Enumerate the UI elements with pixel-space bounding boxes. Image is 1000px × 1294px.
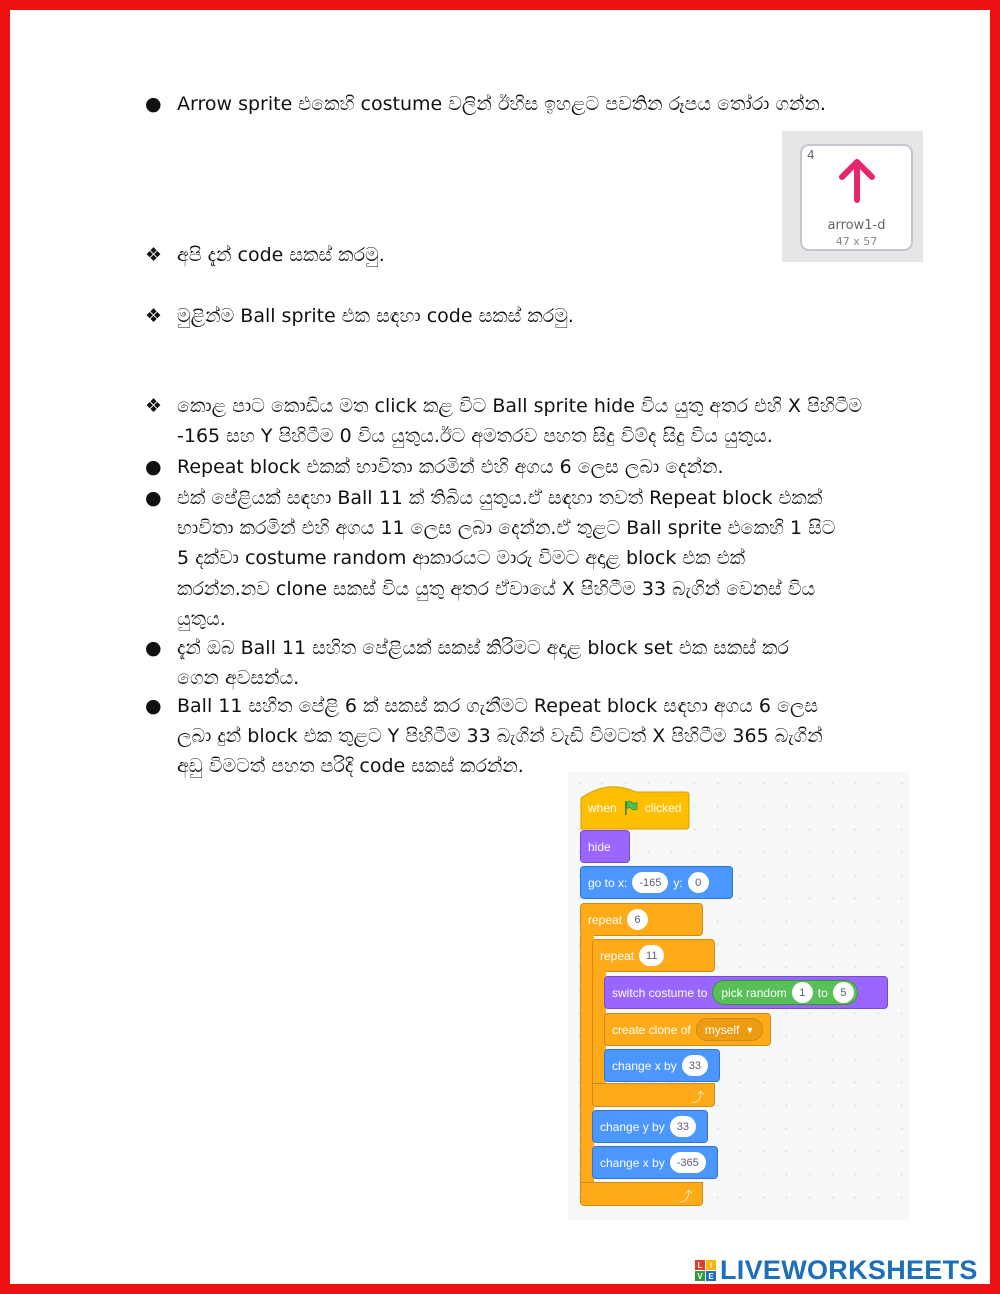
random-to-input[interactable]: 5 — [833, 982, 854, 1003]
dropdown-caret-icon: ▼ — [745, 1024, 755, 1035]
liveworksheets-logo — [695, 1255, 978, 1286]
instruction-3: මුළින්ම Ball sprite එක සඳහා code සකස් කරමු. — [177, 305, 574, 327]
random-from-input[interactable]: 1 — [792, 982, 813, 1003]
bullet-dot: ● — [145, 487, 162, 509]
up-arrow-icon — [837, 158, 877, 204]
repeat-11-input[interactable]: 11 — [639, 945, 664, 966]
instruction-1: Arrow sprite එකෙහි costume වලින් ඊහිස ඉහළට පවතින රූපය තෝරා ගන්න. — [177, 93, 826, 115]
when-flag-clicked-block[interactable]: when clicked — [588, 801, 682, 815]
instruction-5: Repeat block එකක් භාවිතා කරමින් එහි අගය 6 ලෙස ලබා දෙන්න. — [177, 456, 724, 478]
goto-x-input[interactable]: -165 — [632, 872, 668, 893]
instruction-7: දැන් ඔබ Ball 11 සහිත පේළියක් සකස් කිරිමට අදාළ block set එක සකස් කර ගෙන අවසන්ය. — [177, 637, 789, 690]
logo-text: LIVEWORKSHEETS — [720, 1255, 978, 1285]
code-area[interactable] — [568, 772, 910, 1220]
loop-arrow-icon: ⤴ — [690, 1091, 704, 1106]
diamond-bullet-icon: ❖ — [145, 244, 163, 266]
repeat-6-block[interactable]: repeat 6 — [580, 903, 703, 936]
costume-size: 47 x 57 — [835, 235, 878, 248]
logo-badge: L I V E — [695, 1260, 716, 1281]
change-x-input[interactable]: 33 — [682, 1055, 708, 1076]
repeat-11-bottom — [592, 1083, 715, 1107]
bullet-dot: ● — [145, 456, 162, 478]
change-y-block[interactable]: change y by 33 — [592, 1110, 708, 1143]
costume-number: 4 — [807, 148, 815, 162]
repeat-6-bottom — [580, 1182, 703, 1206]
switch-costume-block[interactable]: switch costume to pick random 1 to 5 — [604, 976, 888, 1009]
goto-y-input[interactable]: 0 — [688, 872, 709, 893]
clone-target-dropdown[interactable]: myself ▼ — [696, 1018, 764, 1041]
diamond-bullet-icon: ❖ — [145, 395, 163, 417]
pick-random-block[interactable]: pick random 1 to 5 — [712, 980, 857, 1005]
bullet-dot: ● — [145, 695, 162, 717]
instruction-4: කොළ පාට කොඩිය මත click කළ විට Ball sprite hide විය යුතු අතර එහි X පිහිටීම -165 සහ Y පිහිටීම 0 විය යුතුය.ඊට අමතරව පහත සිදු විම්ද සිදු විය යුතුය. — [177, 395, 863, 448]
costume-card — [800, 144, 913, 251]
change-x-input[interactable]: -365 — [670, 1152, 706, 1173]
instruction-2: අපි දැන් code සකස් කරමු. — [177, 244, 385, 266]
green-flag-icon — [623, 800, 639, 816]
repeat-11-block[interactable]: repeat 11 — [592, 939, 715, 972]
bullet-dot: ● — [145, 637, 162, 659]
go-to-xy-block[interactable]: go to x: -165 y: 0 — [580, 866, 733, 899]
change-x-block[interactable]: change x by -365 — [592, 1146, 718, 1179]
create-clone-block[interactable]: create clone of myself ▼ — [604, 1013, 771, 1046]
costume-name: arrow1-d — [827, 218, 886, 233]
repeat-6-input[interactable]: 6 — [627, 909, 648, 930]
hide-block[interactable]: hide — [580, 830, 630, 863]
change-x-block[interactable]: change x by 33 — [604, 1049, 720, 1082]
change-y-input[interactable]: 33 — [670, 1116, 696, 1137]
diamond-bullet-icon: ❖ — [145, 305, 163, 327]
bullet-dot: ● — [145, 93, 162, 115]
instruction-6: එක් පේළියක් සඳහා Ball 11 ක් තිබිය යුතුය.ඒ සඳහා තවත් Repeat block එකක් භාවිතා කරමින් එහි අගය 11 ලෙස ලබා දෙන්න.ඒ තුළට Ball sprite එකෙහි 1 සිට 5 දක්වා costume random ආකාරයට මාරු විමට අදාළ block එක එක් කරන්න.නව clone සකස් විය යුතු අතර ඒවායේ X පිහිටීම 33 බැගින් වෙනස් විය යුතුය. — [177, 487, 836, 630]
loop-arrow-icon: ⤴ — [678, 1190, 692, 1205]
instruction-8: Ball 11 සහිත පේළි 6 ක් සකස් කර ගැනීමට Repeat block සඳහා අගය 6 ලෙස ලබා දුන් block එක තුළට Y පිහිටීම 33 බැගින් වැඩි විමටත් X පිහිටීම 365 බැගින් අඩු විමටත් පහත පරිදි code සකස් කරන්න. — [177, 695, 823, 778]
